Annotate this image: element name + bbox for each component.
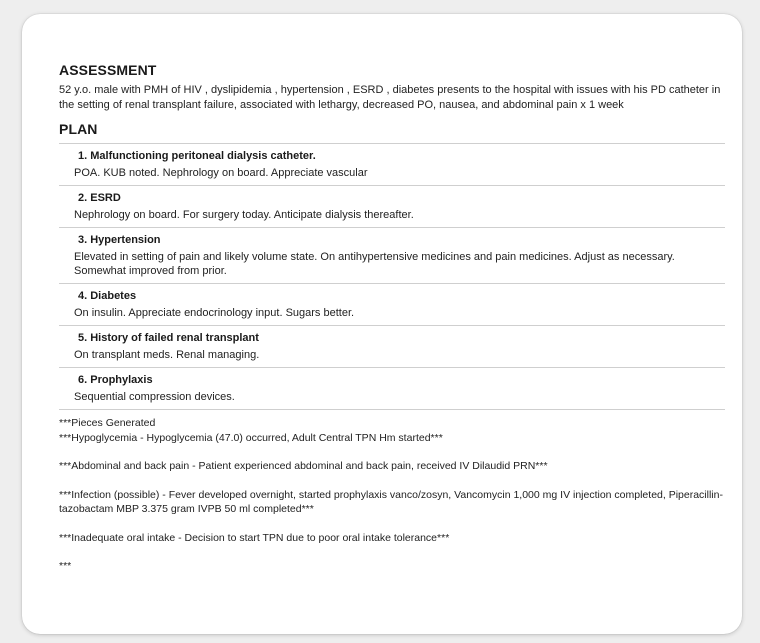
plan-item	[59, 186, 725, 228]
note-pain: ***Abdominal and back pain - Patient experienced abdominal and back pain, received IV Dilaudid PRN***	[59, 460, 548, 472]
generated-notes	[59, 416, 725, 574]
plan-item-desc: Sequential compression devices.	[74, 391, 235, 403]
plan-item-title: 2. ESRD	[78, 192, 121, 204]
plan-item-title: 3. Hypertension	[78, 234, 161, 246]
note-infection: ***Infection (possible) - Fever developed overnight, started prophylaxis vanco/zosyn, Vancomycin 1,000 mg IV injection completed, Piperacillin-tazobactam MBP 3.375 gram IVPB 50 ml completed***	[59, 488, 723, 515]
plan-item-title: 4. Diabetes	[78, 290, 137, 302]
note-hypoglycemia: ***Hypoglycemia - Hypoglycemia (47.0) occurred, Adult Central TPN Hm started***	[59, 431, 443, 444]
pieces-generated-label: ***Pieces Generated	[59, 417, 156, 429]
plan-item-title: 6. Prophylaxis	[78, 374, 153, 386]
plan-item-desc: Elevated in setting of pain and likely volume state. On antihypertensive medicines and pain medicines. Adjust as necessary. Somewhat improved from prior.	[74, 251, 675, 277]
note-end: ***	[59, 560, 72, 572]
plan-table	[59, 143, 725, 410]
plan-item-desc: POA. KUB noted. Nephrology on board. Appreciate vascular	[74, 167, 368, 179]
plan-item-title: 1. Malfunctioning peritoneal dialysis catheter.	[78, 150, 316, 162]
plan-item	[59, 144, 725, 186]
plan-item-desc: Nephrology on board. For surgery today. Anticipate dialysis thereafter.	[74, 209, 414, 221]
assessment-text: 52 y.o. male with PMH of HIV , dyslipidemia , hypertension , ESRD , diabetes presents to the hospital with issues with his PD catheter in the setting of renal transplant failure, associated with lethargy, decreased PO, nausea, and abdominal pain x 1 week	[59, 84, 721, 111]
plan-heading: PLAN	[59, 121, 98, 137]
plan-item	[59, 284, 725, 326]
plan-item	[59, 228, 725, 284]
plan-item-desc: On insulin. Appreciate endocrinology input. Sugars better.	[74, 307, 355, 319]
note-intake: ***Inadequate oral intake - Decision to start TPN due to poor oral intake tolerance***	[59, 531, 450, 544]
note-card	[22, 14, 742, 634]
note-block-hypoglycemia	[59, 416, 725, 445]
plan-item-title: 5. History of failed renal transplant	[78, 332, 259, 344]
note-content	[59, 62, 725, 574]
assessment-heading: ASSESSMENT	[59, 62, 157, 78]
plan-item-desc: On transplant meds. Renal managing.	[74, 349, 260, 361]
plan-item	[59, 368, 725, 410]
plan-item	[59, 326, 725, 368]
